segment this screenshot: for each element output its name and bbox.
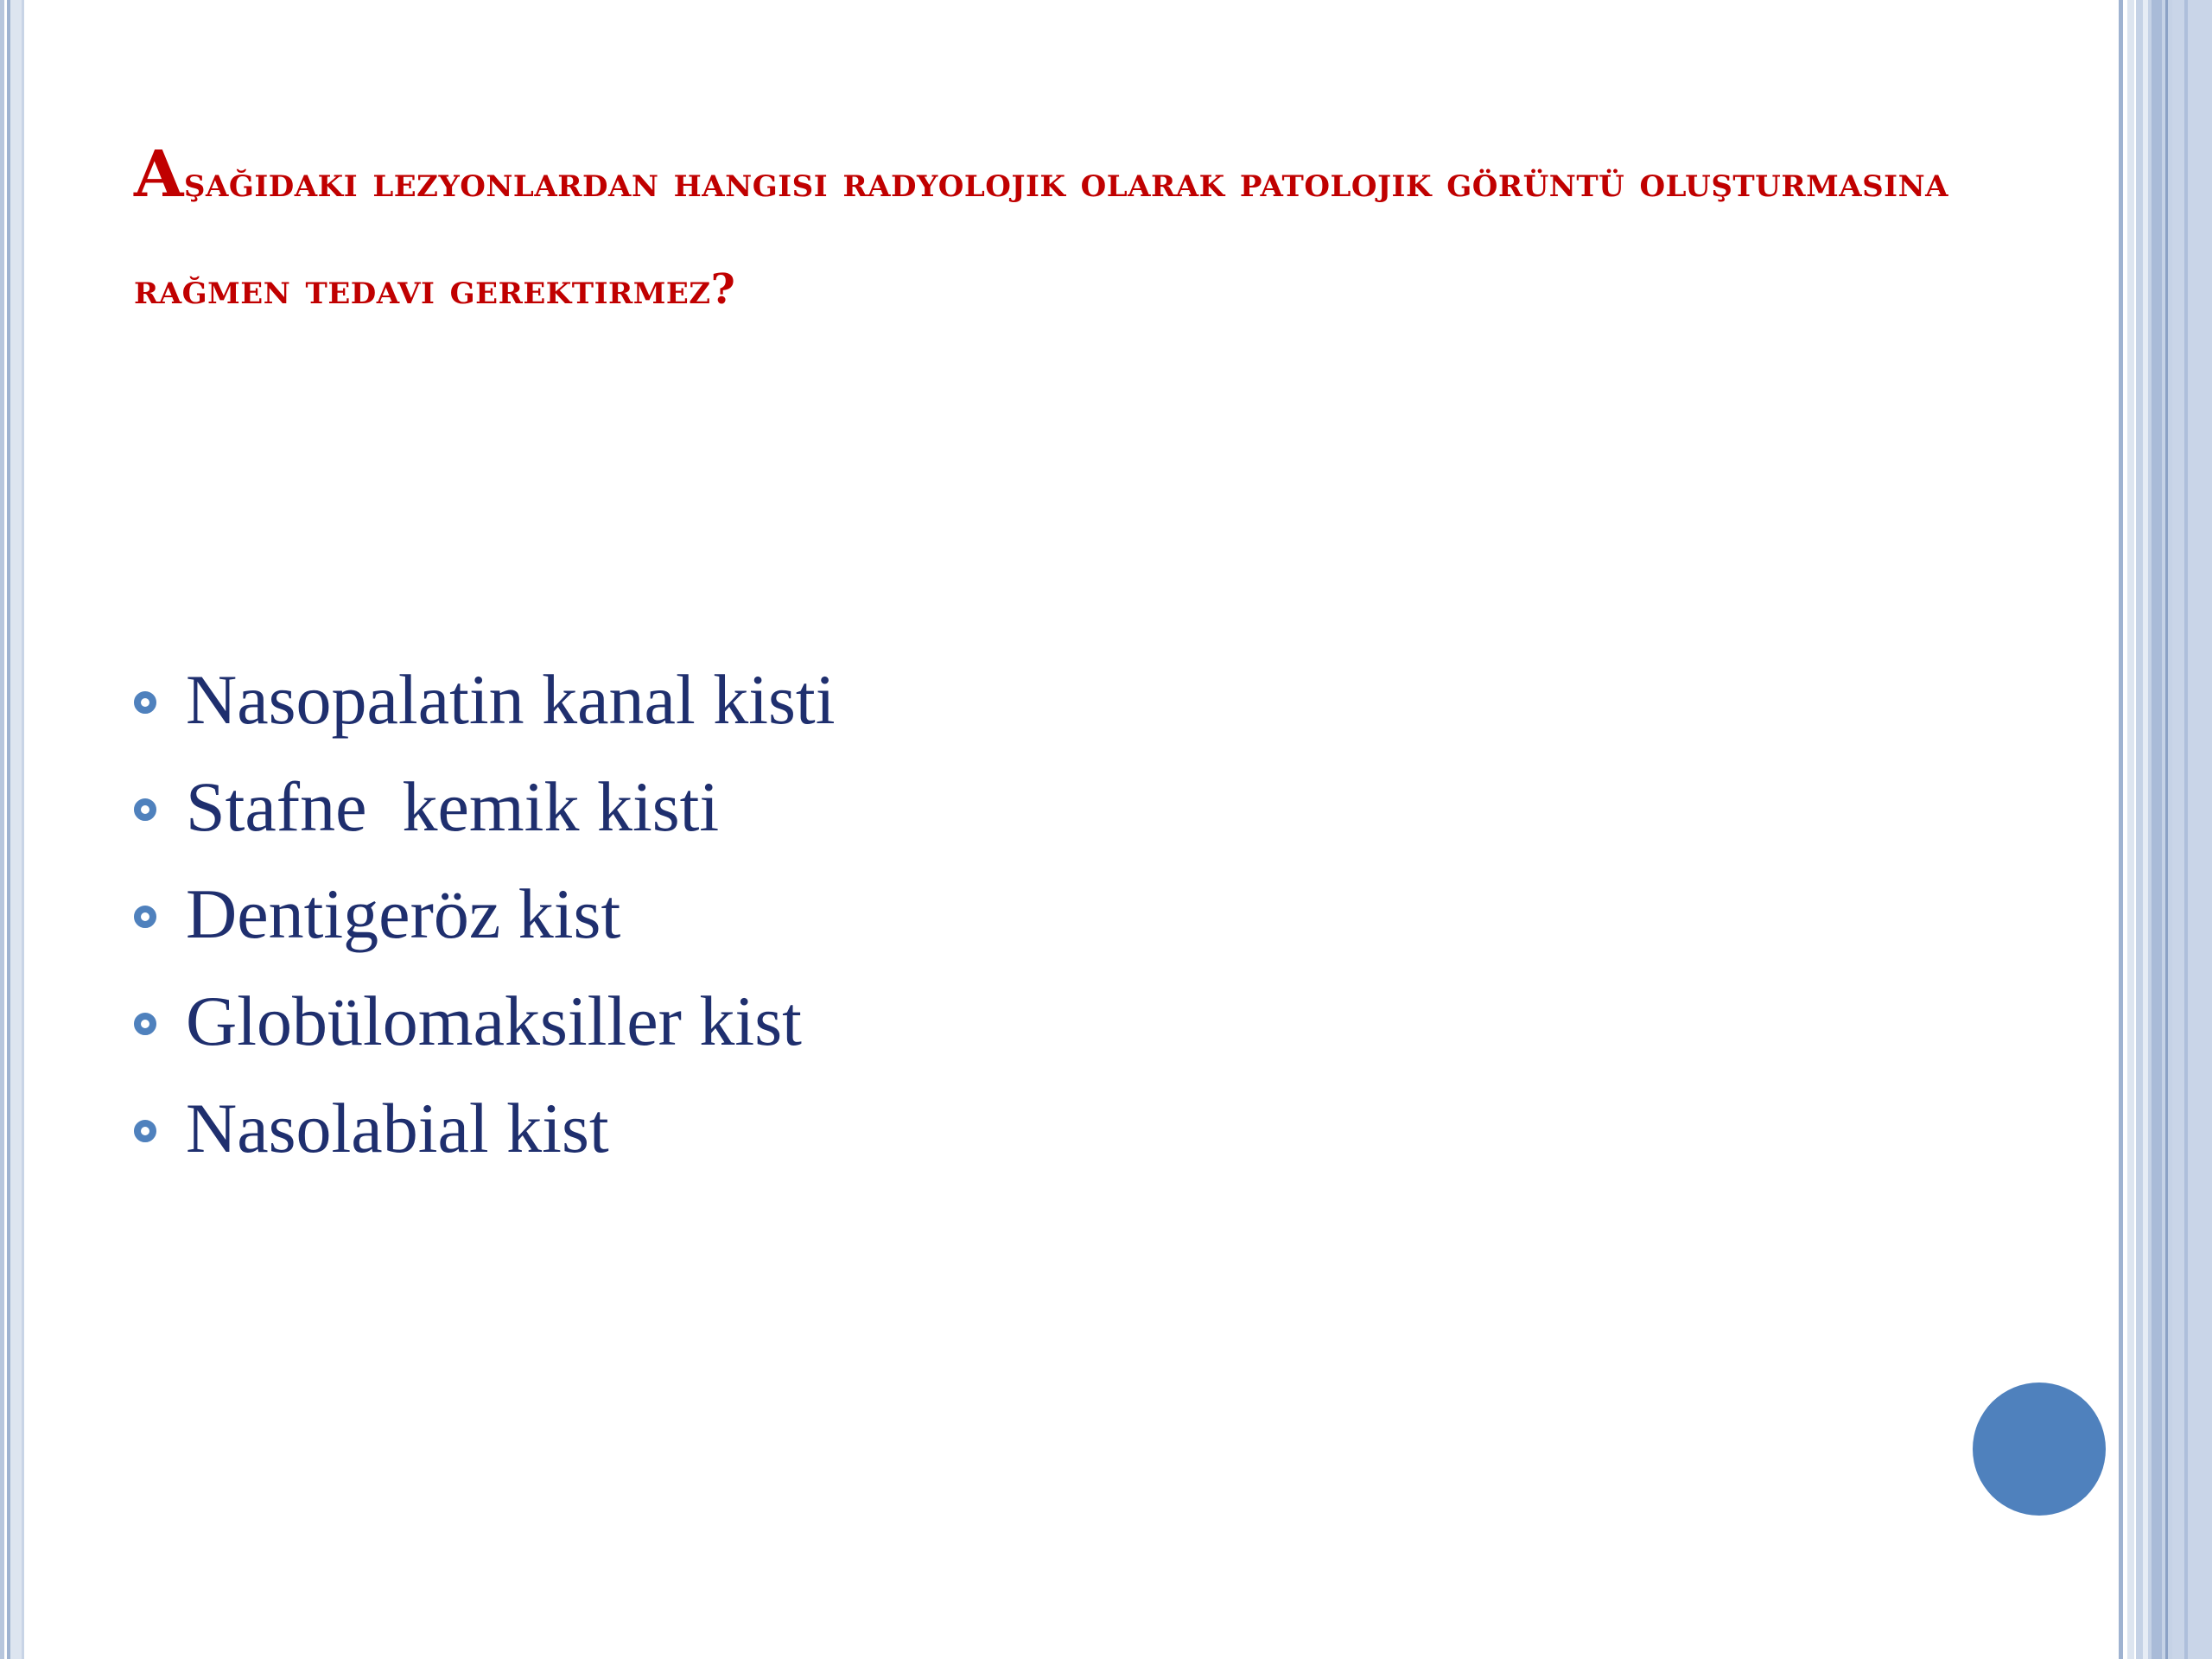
right-frame-line xyxy=(2119,0,2123,1659)
right-band-stripe xyxy=(2172,0,2212,1659)
option-label: Nasopalatin kanal kisti xyxy=(186,660,836,739)
list-item xyxy=(134,968,836,1075)
ring-bullet-icon xyxy=(134,691,156,714)
list-item xyxy=(134,646,836,753)
right-band-stripe xyxy=(2143,0,2148,1659)
right-band-stripe xyxy=(2152,0,2162,1659)
ring-bullet-icon xyxy=(134,1013,156,1035)
title-text: şağıdaki lezyonlardan hangisi radyolojik olarak patolojik görüntü oluşturmasına rağmen tedavi gerektirmez? xyxy=(134,158,1949,314)
right-band-stripe xyxy=(2165,0,2168,1659)
decorative-circle xyxy=(1973,1382,2106,1516)
question-title xyxy=(134,121,2078,343)
ring-bullet-icon xyxy=(134,1120,156,1142)
left-frame-stripe xyxy=(7,0,24,1659)
answer-options-list xyxy=(134,646,836,1182)
option-label: Globülomaksiller kist xyxy=(186,982,802,1060)
list-item xyxy=(134,753,836,861)
right-frame-line-light xyxy=(2127,0,2134,1659)
right-band-stripe xyxy=(2184,0,2188,1659)
title-initial: A xyxy=(134,137,184,212)
list-item xyxy=(134,861,836,968)
option-label: Dentigeröz kist xyxy=(186,874,621,953)
ring-bullet-icon xyxy=(134,906,156,928)
list-item xyxy=(134,1075,836,1182)
left-frame-border xyxy=(0,0,4,1659)
option-label: Nasolabial kist xyxy=(186,1089,609,1167)
ring-bullet-icon xyxy=(134,798,156,821)
option-label: Stafne kemik kisti xyxy=(186,767,720,846)
